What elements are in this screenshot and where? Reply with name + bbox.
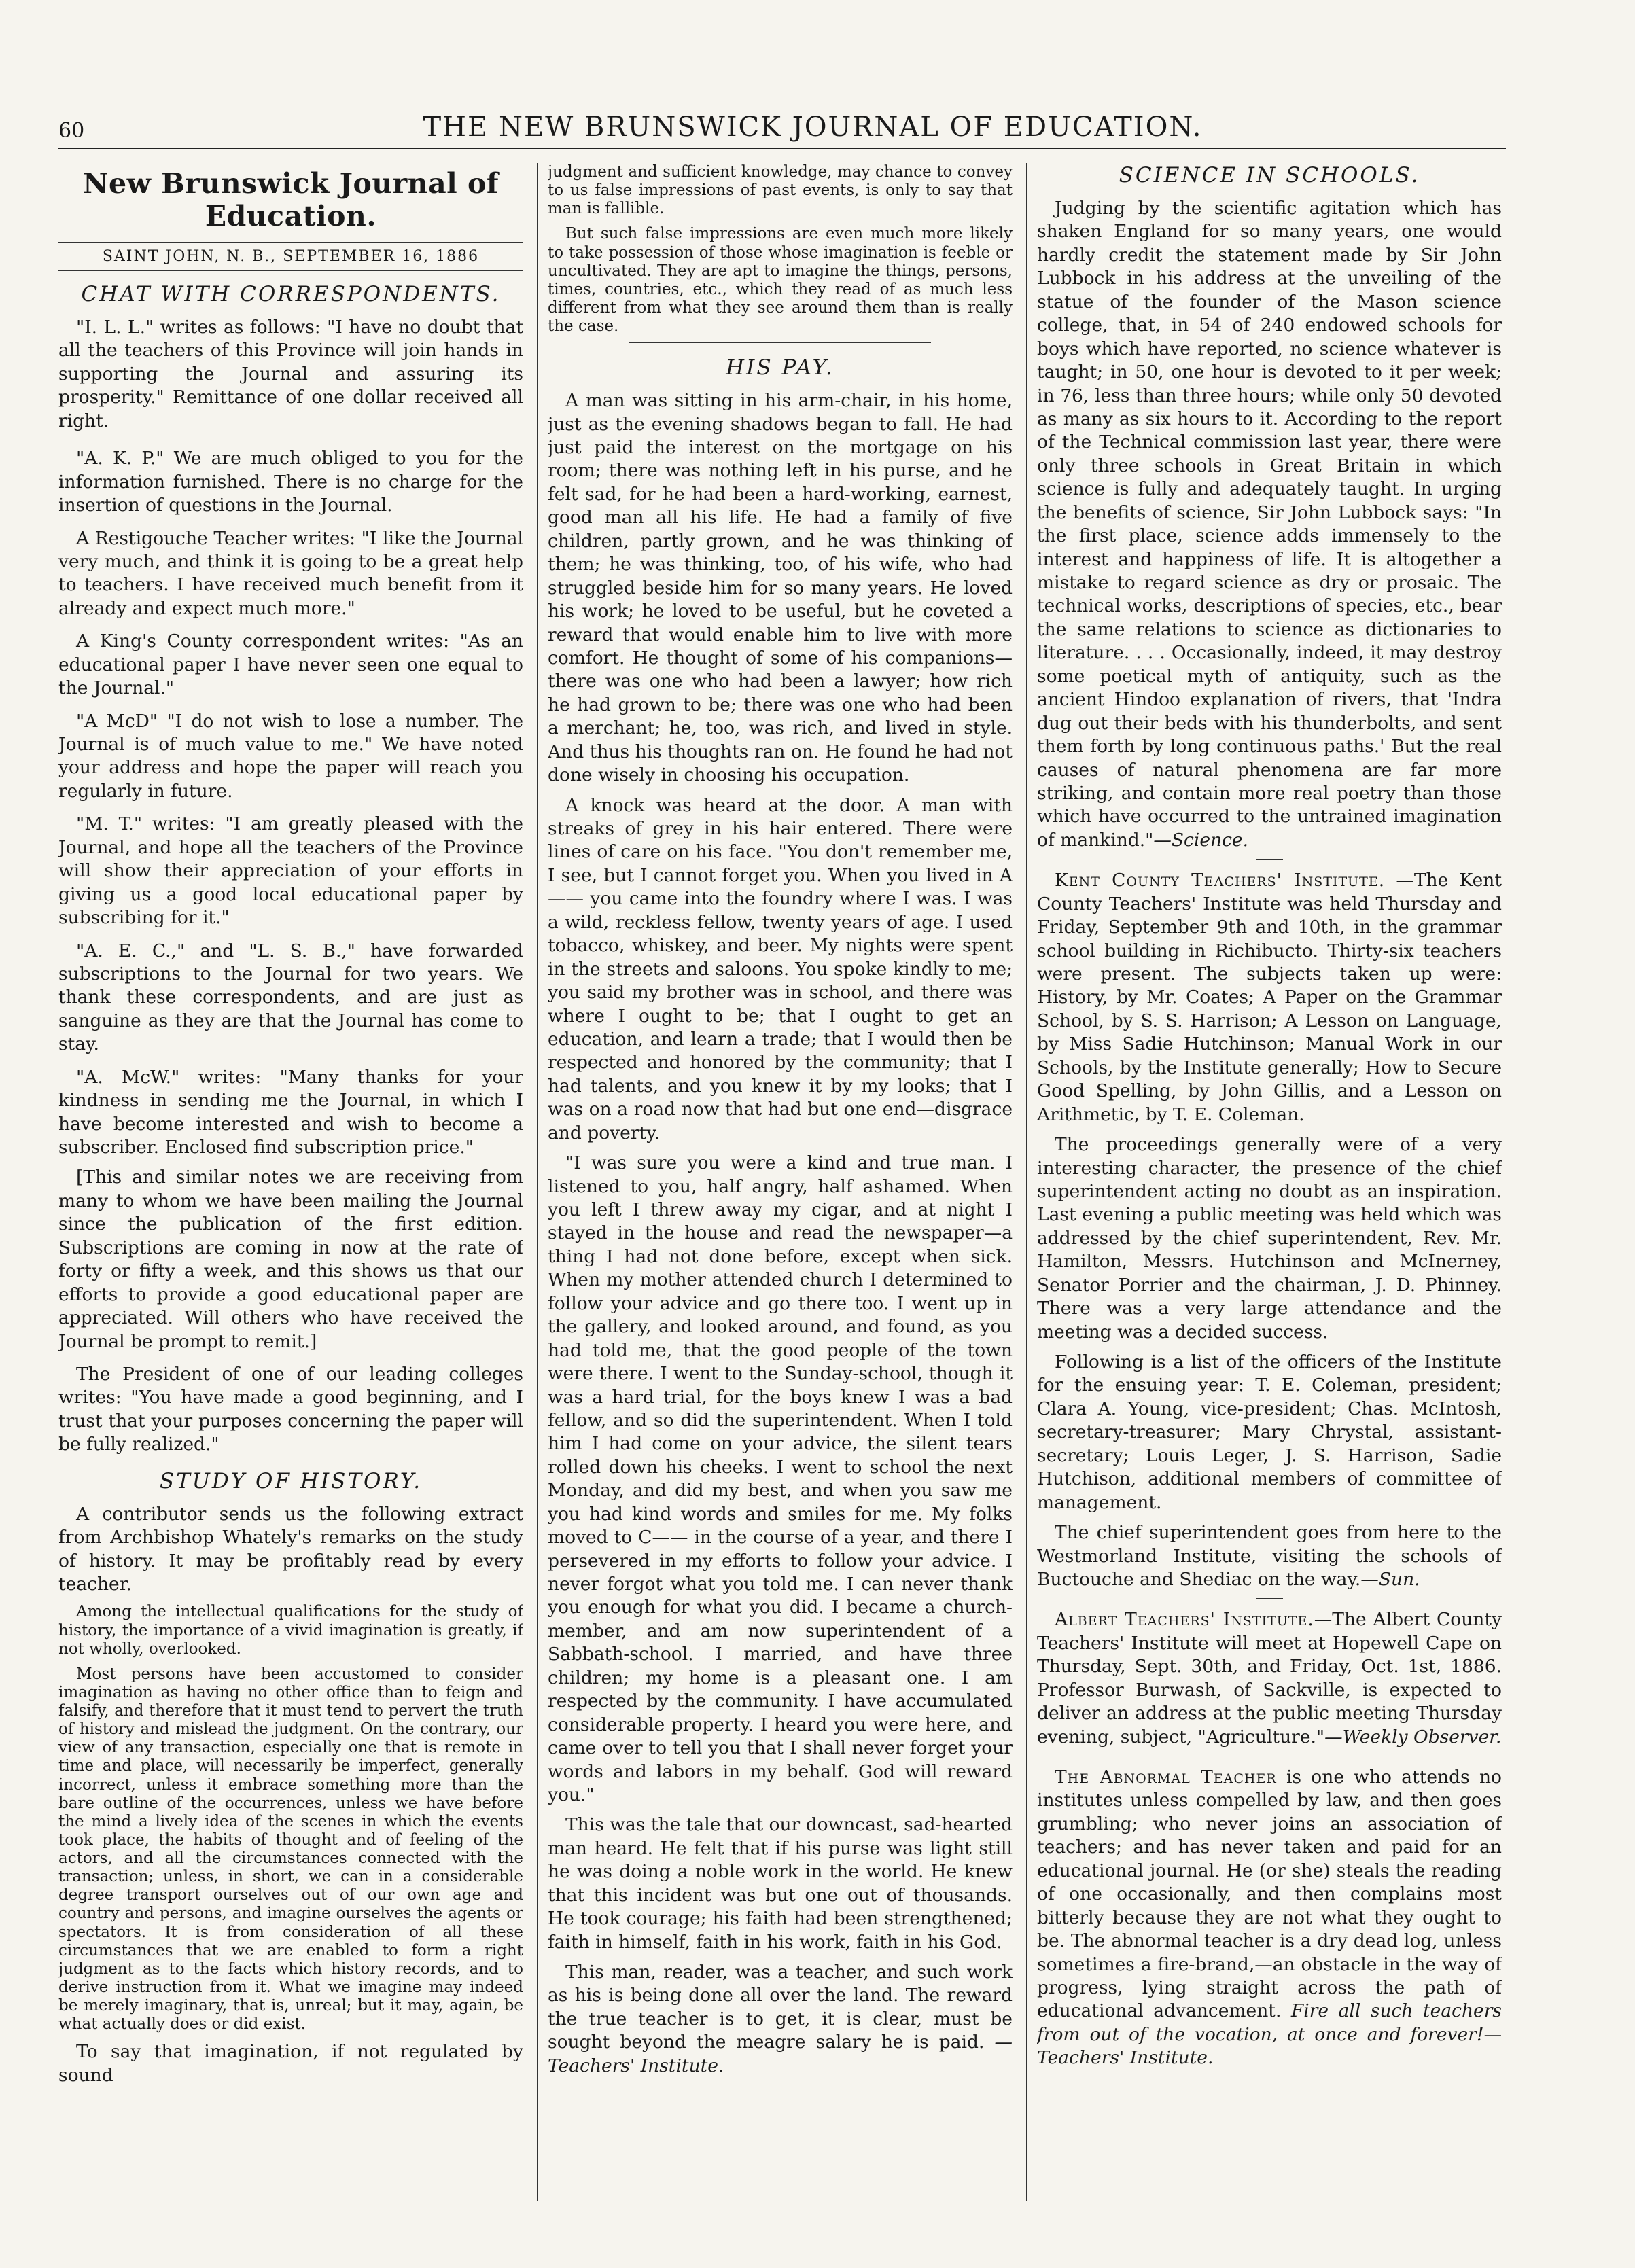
albert-paragraph: [1037, 1608, 1502, 1749]
chat-paragraph: "M. T." writes: "I am greatly pleased with the Journal, and hope all the teachers of the Province will show their appreciation of your efforts in giving us a good local educational paper by subscribing for it.": [58, 813, 523, 929]
chat-paragraph: "A. E. C.," and "L. S. B.," have forwarded subscriptions to the Journal for two years. We thank these correspondents, and are just as sanguine as they are that the Journal has come to stay.: [58, 940, 523, 1055]
dateline: SAINT JOHN, N. B., SEPTEMBER 16, 1886: [58, 242, 523, 271]
pay-paragraph: "I was sure you were a kind and true man. I listened to you, half angry, half ashamed. When you left I threw away my cigar, and at night I stayed in the house and read the newspaper—a thing I had not done before, except when sick. When my mother attended church I determined to follow your advice and go there too. I went up in the gallery, and looked around, and found, as you had told me, that the good people of the town were there. I went to the Sunday-school, though it was a hard trial, for the boys knew I was a bad fellow, and so did the superintendent. When I told him I had come on your advice, the silent tears rolled down his cheeks. I went to school the next Monday, and did my best, and when you saw me you had kind words and smiles for me. My folks moved to C—— in the course of a year, and there I persevered in my efforts to follow your advice. I never forgot what you told me. I can never thank you enough for what you did. I became a church-member, and am now superintendent of a Sabbath-school. I married, and have three children; my home is a pleasant one. I am respected by the community. I have accumulated considerable property. I heard you were here, and came over to tell you that I shall never forget your words and labors in my behalf. God will reward you.": [548, 1152, 1013, 1805]
kent-source: —Sun.: [1360, 1568, 1420, 1590]
abnormal-lead: The Abnormal Teacher: [1055, 1767, 1277, 1788]
masthead: New Brunswick Journal of Education.: [83, 167, 499, 232]
column-3: [1037, 163, 1502, 2201]
kent-paragraph: The proceedings generally were of a very interesting character, the presence of the chief superintendent acting no doubt as an inspiration. Last evening a public meeting was held which was addressed by the chief superintendent, Rev. Mr. Hamilton, Messrs. Hutchinson and McInerney, Senator Porrier and the chairman, J. D. Phinney. There was a very large attendance and the meeting was a decided success.: [1037, 1134, 1502, 1343]
pay-paragraph: A man was sitting in his arm-chair, in his home, just as the evening shadows began to fall. He had just paid the interest on the mortgage on his room; there was nothing left in his purse, and he felt sad, for he had been a hard-working, earnest, good man all his life. He had a family of five children, partly grown, and he was thinking of them; he was thinking, too, of his wife, who had struggled beside him for so many years. He loved his work; he loved to be useful, but he coveted a reward that would enable him to live with more comfort. He thought of some of his companions—there was one who had been a lawyer; how rich he had grown to be; there was one who had been a merchant; he, too, was rich, and lived in style. And thus his thoughts ran on. He found he had not done wisely in choosing his occupation.: [548, 390, 1013, 786]
history-intro: A contributor sends us the following extract from Archbishop Whately's remarks on the study of history. It may be profitably read by every teacher.: [58, 1503, 523, 1595]
columns: [58, 163, 1506, 2201]
pay-paragraph: This was the tale that our downcast, sad-hearted man heard. He felt that if his purse was light still he was doing a noble work in the world. He knew that this incident was but one out of thousands. He took courage; his faith had been strengthened; faith in himself, faith in his work, faith in his God.: [548, 1814, 1013, 1953]
page-number: 60: [58, 119, 85, 143]
abnormal-source: Fire all such teachers from out of the vocation, at once and forever!—Teachers' Institute.: [1037, 2000, 1502, 2069]
chat-heading: CHAT WITH CORRESPONDENTS.: [81, 282, 501, 306]
albert-text: —The Albert County Teachers' Institute will meet at Hopewell Cape on Thursday, Sept. 30th, and Friday, Oct. 1st, 1886. Professor Burwash, of Sackville, is expected to deliver an address at the public meeting Thursday evening, subject, "Agriculture.": [1037, 1609, 1502, 1748]
history-paragraph: Among the intellectual qualifications for the study of history, the importance of a vivid imagination is greatly, if not wholly, overlooked.: [58, 1603, 523, 1658]
chat-paragraph: "A. K. P." We are much obliged to you for the information furnished. There is no charge for the insertion of questions in the Journal.: [58, 448, 523, 516]
pay-final-text: This man, reader, was a teacher, and such work as his is being done all over the land. The reward the true teacher is to get, it is clear, must be sought beyond the meagre salary he is paid.: [548, 1962, 1013, 2053]
pay-paragraph: A knock was heard at the door. A man with streaks of grey in his hair entered. There were lines of care on his face. "You don't remember me, I see, but I cannot forget you. When you lived in A—— you came into the foundry where I was. I was a wild, reckless fellow, twenty years of age. I used tobacco, whiskey, and beer. My nights were spent in the streets and saloons. You spoke kindly to me; you said my brother was in school, and there was where I ought to be; that I ought to get an education, and learn a trade; that I would then be respected and honored by the community; that I had talents, and you knew it by my looks; that I was on a road now that had but one end—disgrace and poverty.: [548, 794, 1013, 1144]
history-continuation: judgment and sufficient knowledge, may chance to convey to us false impressions of past events, is only to say that man is fallible.: [548, 163, 1013, 218]
history-heading: STUDY OF HISTORY.: [159, 1468, 423, 1493]
column-divider-2: [1026, 163, 1027, 2201]
header-rule: [58, 148, 1506, 152]
running-title: THE NEW BRUNSWICK JOURNAL OF EDUCATION.: [423, 111, 1203, 143]
pay-heading: HIS PAY.: [726, 355, 834, 380]
kent-text: The chief superintendent goes from here to the Westmorland Institute, visiting the schools of Buctouche and Shediac on the way.: [1037, 1522, 1502, 1590]
column-divider-1: [537, 163, 538, 2201]
science-heading: SCIENCE IN SCHOOLS.: [1119, 163, 1420, 188]
albert-lead: Albert Teachers' Institute.: [1055, 1609, 1314, 1631]
kent-text: —The Kent County Teachers' Institute was held Thursday and Friday, September 9th and 10th, in the grammar school building in Richibucto. Thirty-six teachers were present. The subjects taken up were: History, by Mr. Coates; A Paper on the Grammar School, by S. S. Harrison; A Lesson on Language, by Miss Sadie Hutchinson; Manual Work in our Schools, by the Institute generally; How to Secure Good Spelling, by John Gillis, and a Lesson on Arithmetic, by T. E. Coleman.: [1037, 870, 1502, 1125]
chat-paragraph: "A McD" "I do not wish to lose a number. The Journal is of much value to me." We have noted your address and hope the paper will reach you regularly in future.: [58, 710, 523, 802]
history-paragraph: Most persons have been accustomed to consider imagination as having no other office than to feign and falsify, and therefore that it must tend to pervert the truth of history and mislead the judgment. On the contrary, our view of any transaction, especially one that is remote in time and place, will necessarily be imperfect, generally incorrect, unless it embrace something more than the bare outline of the occurrences, unless we have before the mind a lively idea of the scenes in which the events took place, the habits of thought and of feeling of the actors, and all the circumstances connected with the transaction; unless, in short, we can in a considerable degree transport ourselves out of our own age and country and persons, and imagine ourselves the agents or spectators. It is from consideration of all these circumstances that we are enabled to form a right judgment as to the facts which history records, and to derive instruction from it. What we imagine may indeed be merely imaginary, that is, unreal; but it may, again, be what actually does or did exist.: [58, 1665, 523, 2034]
abnormal-paragraph: [1037, 1766, 1502, 2070]
kent-paragraph: [1037, 1521, 1502, 1591]
column-2: [548, 163, 1013, 2201]
kent-paragraph: Following is a list of the officers of the Institute for the ensuing year: T. E. Coleman, president; Clara A. Young, vice-president; Chas. McIntosh, secretary-treasurer; Mary Chrystal, assistant-secretary; Louis Leger, J. S. Harrison, Sadie Hutchison, additional members of committee of management.: [1037, 1351, 1502, 1513]
abnormal-text: is one who attends no institutes unless compelled by law, and then goes grumbling; who never joins an association of teachers; and has never taken and paid for an educational journal. He (or she) steals the reading of one occasionally, and then complains most bitterly because they are not what they ought to be. The abnormal teacher is a dry dead log, unless sometimes a fire-brand,—an obstacle in the way of progress, lying straight across the path of educational advancement.: [1037, 1767, 1502, 2022]
chat-paragraph: The President of one of our leading colleges writes: "You have made a good beginning, and I trust that your purposes concerning the paper will be fully realized.": [58, 1363, 523, 1455]
chat-paragraph: "I. L. L." writes as follows: "I have no doubt that all the teachers of this Province will join hands in supporting the Journal and assuring its prosperity." Remittance of one dollar received all right.: [58, 317, 523, 431]
pay-source: —Teachers' Institute.: [548, 2032, 1013, 2076]
albert-source: —Weekly Observer.: [1324, 1726, 1502, 1748]
science-text: Judging by the scientific agitation which has shaken England for so many years, one would hardly credit the statement made by Sir John Lubbock in his address at the unveiling of the statue of the founder of the Mason science college, that, in 54 of 240 endowed schools for boys which have reported, no science whatever is taught; in 50, one hour is devoted to it per week; in 76, less than three hours; while only 50 devoted as many as six hours to it. According to the report of the Technical commission last year, there were only three schools in Great Britain in which science is fully and adequately taught. In urging the benefits of science, Sir John Lubbock says: "In the first place, science adds immensely to the interest and happiness of life. It is altogether a mistake to regard science as dry or prosaic. The technical works, descriptions of species, etc., bear the same relations to science as dictionaries to literature. . . . Occasionally, indeed, it may destroy some poetical myth of antiquity, such as the ancient Hindoo explanation of rivers, that 'Indra dug out their beds with his thunderbolts, and sent them forth by long continuous paths.' But the real causes of natural phenomena are far more striking, and contain more real poetry than those which have occurred to the untrained imagination of mankind.": [1037, 198, 1502, 851]
column-1: [58, 163, 523, 2201]
kent-lead: Kent County Teachers' Institute.: [1055, 870, 1386, 891]
editor-note: [This and similar notes we are receiving from many to whom we have been mailing the Journal since the publication of the first edition. Subscriptions are coming in now at the rate of forty or fifty a week, and this shows us that our efforts to provide a good educational paper are appreciated. Will others who have received the Journal be prompt to remit.]: [58, 1167, 523, 1352]
kent-paragraph: [1037, 869, 1502, 1127]
separator: [1256, 859, 1283, 860]
chat-paragraph: "A. McW." writes: "Many thanks for your kindness in sending me the Journal, in which I have become interested and wish to become a subscriber. Enclosed find subscription price.": [58, 1066, 523, 1158]
chat-paragraph: A King's County correspondent writes: "As an educational paper I have never seen one equal to the Journal.": [58, 631, 523, 699]
history-continuation: But such false impressions are even much more likely to take possession of those whose imagination is feeble or uncultivated. They are apt to imagine the things, persons, times, countries, etc., which they read of as much less different from what they see around them than is really the case.: [548, 225, 1013, 335]
science-source: —Science.: [1153, 829, 1249, 851]
history-paragraph: To say that imagination, if not regulated by sound: [58, 2041, 523, 2086]
science-paragraph: [1037, 197, 1502, 852]
separator: [1256, 1598, 1283, 1599]
pay-paragraph: [548, 1961, 1013, 2078]
chat-paragraph: A Restigouche Teacher writes: "I like the Journal very much, and think it is going to be a great help to teachers. I have received much benefit from it already and expect much more.": [58, 527, 523, 619]
separator: [629, 342, 931, 343]
page-header: [58, 102, 1506, 143]
